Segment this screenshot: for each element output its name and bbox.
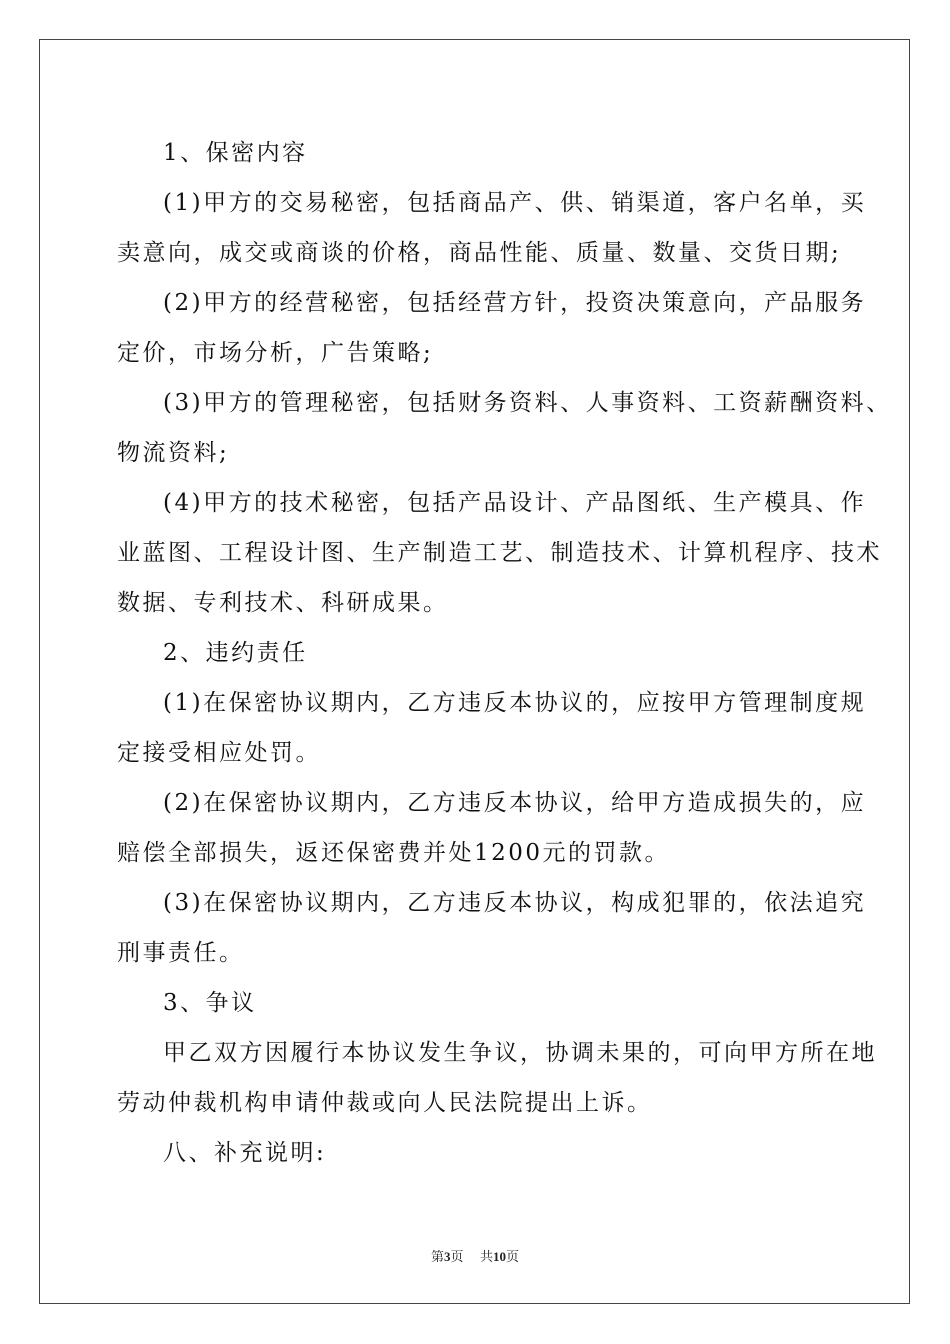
- paragraph-line: 数据、专利技术、科研成果。: [117, 590, 449, 616]
- section-heading: 3、争议: [163, 990, 257, 1016]
- footer-page-word: 页: [450, 1250, 464, 1265]
- paragraph-line: 1、保密内容: [163, 140, 308, 166]
- section-heading: 八、补充说明:: [163, 1140, 327, 1166]
- paragraph-line: (1)甲方的交易秘密，包括商品产、供、销渠道，客户名单，买: [163, 190, 867, 216]
- total-pages-number: 10: [493, 1249, 507, 1264]
- footer-total-prefix: 共: [480, 1250, 494, 1265]
- paragraph-line: 物流资料;: [117, 440, 230, 466]
- paragraph-line: 劳动仲裁机构申请仲裁或向人民法院提出上诉。: [117, 1090, 653, 1116]
- paragraph-line: (3)甲方的管理秘密，包括财务资料、人事资料、工资薪酬资料、: [163, 390, 892, 416]
- paragraph-line: 定价，市场分析，广告策略;: [117, 340, 434, 366]
- current-page-number: 3: [443, 1249, 451, 1264]
- page-footer: [0, 1246, 950, 1265]
- document-body: [117, 128, 892, 1178]
- section-heading: 2、违约责任: [163, 640, 308, 666]
- paragraph-line: 甲乙双方因履行本协议发生争议，协调未果的，可向甲方所在地: [163, 1040, 877, 1066]
- paragraph-line: 刑事责任。: [117, 940, 245, 966]
- paragraph-line: (2)甲方的经营秘密，包括经营方针，投资决策意向，产品服务: [163, 290, 867, 316]
- paragraph-line: 卖意向，成交或商谈的价格，商品性能、质量、数量、交货日期;: [117, 240, 842, 266]
- paragraph-line: (3)在保密协议期内，乙方违反本协议，构成犯罪的，依法追究: [163, 890, 867, 916]
- paragraph-line: 赔偿全部损失，返还保密费并处1200元的罚款。: [117, 840, 671, 866]
- paragraph-line: (1)在保密协议期内，乙方违反本协议的，应按甲方管理制度规: [163, 690, 867, 716]
- paragraph-line: (2)在保密协议期内，乙方违反本协议，给甲方造成损失的，应: [163, 790, 867, 816]
- footer-total-suffix: 页: [506, 1250, 520, 1265]
- paragraph-line: 定接受相应处罚。: [117, 740, 321, 766]
- paragraph-line: (4)甲方的技术秘密，包括产品设计、产品图纸、生产模具、作: [163, 490, 867, 516]
- paragraph-line: 业蓝图、工程设计图、生产制造工艺、制造技术、计算机程序、技术: [117, 540, 882, 566]
- footer-prefix: 第: [430, 1250, 444, 1265]
